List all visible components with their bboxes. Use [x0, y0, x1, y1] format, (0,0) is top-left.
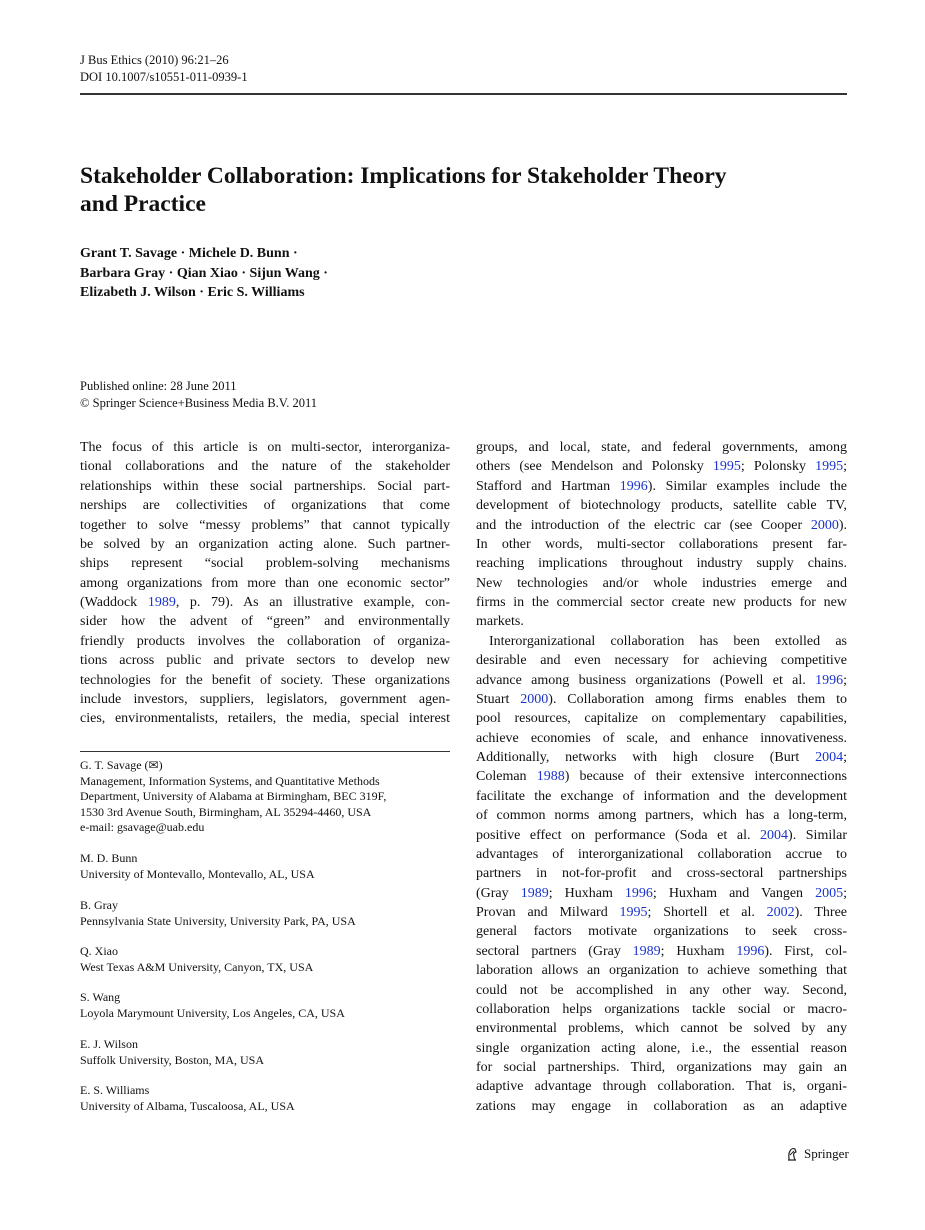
footnote-rule	[80, 751, 450, 752]
text-run: tions across public and private sectors to develop new	[80, 653, 450, 669]
text-run: The focus of this article is on multi-sector, interorganiza-	[80, 440, 450, 455]
text-run: ;	[843, 885, 847, 901]
text-line	[476, 554, 847, 573]
text-run: ). Similar	[788, 827, 847, 843]
author-list	[80, 244, 328, 303]
text-line	[476, 1097, 847, 1116]
affiliation	[80, 758, 460, 836]
text-run: ). Similar examples include the	[647, 478, 847, 494]
text-run: of common norms among partners, which has a long-term,	[476, 808, 847, 824]
text-line	[476, 593, 847, 612]
text-line	[476, 535, 847, 554]
text-line	[476, 516, 847, 535]
text-run: relationships within these social partnerships. Social part-	[80, 478, 450, 494]
affiliation	[80, 944, 460, 975]
text-run: ; Huxham	[548, 885, 625, 901]
text-run: ).	[838, 517, 847, 533]
text-line	[476, 690, 847, 709]
citation-link[interactable]: 1995	[712, 459, 741, 475]
affiliation-author: S. Wang	[80, 990, 121, 1004]
affiliation	[80, 990, 460, 1021]
text-run: be solved by an organization acting alone. Such partner-	[80, 536, 450, 552]
text-line	[80, 438, 450, 457]
text-line	[80, 709, 450, 728]
text-run: reaching implications throughout industry supply chains.	[476, 556, 847, 572]
text-run: ). First, col-	[764, 943, 847, 959]
doi: DOI 10.1007/s10551-011-0939-1	[80, 70, 248, 84]
citation-link[interactable]: 1995	[815, 459, 844, 475]
text-run: others (see Mendelson and Polonsky	[476, 459, 713, 475]
text-line	[80, 671, 450, 690]
affiliation-author: E. S. Williams	[80, 1083, 150, 1097]
text-run: technologies for the benefit of society. These organizations	[80, 672, 450, 688]
text-run: ). Collaboration among firms enables them to	[548, 691, 847, 707]
author-line: Barbara Gray · Qian Xiao · Sijun Wang ·	[80, 265, 328, 281]
title-line: Stakeholder Collaboration: Implications for Stakeholder Theory	[80, 163, 727, 189]
text-line	[476, 884, 847, 903]
text-run: desirable and even necessary for achieving competitive	[476, 653, 847, 669]
text-run: sider how the advent of “green” and environmentally	[80, 614, 450, 630]
text-run: positive effect on performance (Soda et al.	[476, 827, 761, 843]
text-run: development of biotechnology products, satellite cable TV,	[476, 498, 847, 514]
text-run: ; Shortell et al.	[647, 905, 767, 920]
text-line	[476, 845, 847, 864]
affiliation-line: Loyola Marymount University, Los Angeles, CA, USA	[80, 1005, 345, 1020]
text-line	[476, 922, 847, 941]
text-run: New technologies and/or whole industries emerge and	[476, 575, 847, 591]
text-line	[476, 709, 847, 728]
citation-link[interactable]: 1989	[147, 595, 176, 610]
text-line	[476, 1039, 847, 1058]
text-line	[476, 787, 847, 806]
text-line	[476, 864, 847, 883]
publisher-name: Springer	[804, 1146, 849, 1161]
text-line	[476, 1058, 847, 1077]
text-run: advantages of interorganizational collaboration accrue to	[476, 846, 847, 862]
text-line	[80, 516, 450, 535]
citation-link[interactable]: 1996	[736, 943, 765, 959]
affiliation-line: Management, Information Systems, and Quantitative Methods	[80, 773, 380, 788]
text-run: ;	[843, 459, 847, 475]
affiliation-author: Q. Xiao	[80, 944, 118, 958]
text-run: In other words, multi-sector collaborations present far-	[476, 536, 847, 552]
text-run: could not be accomplished in any other way. Second,	[476, 982, 847, 998]
text-line	[80, 574, 450, 593]
text-run: tional collaborations and the nature of the stakeholder	[80, 459, 450, 475]
text-run: facilitate the exchange of information and the development	[476, 788, 847, 804]
text-line	[80, 457, 450, 476]
text-run: environmental problems, which cannot be solved by any	[476, 1021, 847, 1037]
text-line	[476, 942, 847, 961]
springer-knight-logo-icon	[784, 1146, 800, 1162]
text-line	[476, 903, 847, 922]
copyright: © Springer Science+Business Media B.V. 2011	[80, 395, 318, 410]
text-line	[476, 632, 847, 651]
text-run: laboration allows an organization to achieve something that	[476, 963, 847, 979]
affiliation-line: 1530 3rd Avenue South, Birmingham, AL 35294-4460, USA	[80, 804, 372, 819]
affiliation-author: E. J. Wilson	[80, 1037, 138, 1051]
text-run: ; Huxham and Vangen	[652, 885, 816, 901]
text-run: Additionally, networks with high closure (Burt	[476, 750, 816, 765]
text-run: (Gray	[476, 885, 521, 901]
affiliation-line: University of Montevallo, Montevallo, AL, USA	[80, 866, 315, 881]
text-run: among organizations from more than one economic sector”	[80, 575, 450, 591]
citation-link[interactable]: 1996	[815, 672, 844, 688]
publication-info	[80, 378, 317, 411]
citation-link[interactable]: 1996	[624, 885, 653, 901]
author-line: Elizabeth J. Wilson · Eric S. Williams	[80, 285, 305, 301]
text-run: ; Huxham	[660, 943, 737, 959]
journal-citation: J Bus Ethics (2010) 96:21–26	[80, 53, 229, 67]
title-line: and Practice	[80, 191, 206, 217]
text-line	[476, 651, 847, 670]
text-line	[476, 438, 847, 457]
header-rule	[80, 93, 847, 95]
article-title	[80, 162, 840, 218]
affiliation	[80, 851, 460, 882]
text-line	[476, 457, 847, 476]
text-line	[80, 651, 450, 670]
text-run: ; Polonsky	[740, 459, 816, 475]
text-run: together to solve “messy problems” that cannot typically	[80, 517, 450, 533]
text-line	[476, 961, 847, 980]
text-line	[476, 671, 847, 690]
text-line	[476, 1077, 847, 1096]
citation-link[interactable]: 1996	[619, 478, 648, 494]
text-line	[476, 981, 847, 1000]
text-run: general factors motivate organizations to seek cross-	[476, 924, 847, 940]
text-run: advance among business organizations (Powell et al.	[476, 672, 816, 688]
text-line	[80, 593, 450, 612]
citation-link[interactable]: 1989	[520, 885, 549, 901]
citation-link[interactable]: 2004	[760, 827, 789, 843]
text-run: adaptive advantage through collaboration. That is, organi-	[476, 1079, 847, 1095]
published-date: Published online: 28 June 2011	[80, 379, 237, 393]
affiliation-line: West Texas A&M University, Canyon, TX, USA	[80, 959, 314, 974]
citation-link[interactable]: 2004	[815, 750, 844, 765]
affiliation-line: Suffolk University, Boston, MA, USA	[80, 1052, 265, 1067]
text-line	[476, 767, 847, 786]
text-run: ) because of their extensive interconnections	[564, 769, 847, 785]
text-run: Stuart	[476, 691, 521, 707]
text-line	[80, 496, 450, 515]
text-line	[476, 729, 847, 748]
text-run: and the introduction of the electric car (see Cooper	[476, 517, 811, 533]
text-run: Provan and Milward	[476, 905, 620, 920]
text-line	[476, 826, 847, 845]
citation-link[interactable]: 1989	[632, 943, 661, 959]
affiliation-author: B. Gray	[80, 898, 118, 912]
text-line	[476, 748, 847, 767]
affiliation	[80, 1083, 460, 1114]
text-line	[80, 690, 450, 709]
text-run: cies, environmentalists, retailers, the media, special interest	[80, 711, 450, 727]
citation-link[interactable]: 2000	[810, 517, 839, 533]
text-run: pool resources, capitalize on complementary capabilities,	[476, 711, 847, 727]
text-run: Stafford and Hartman	[476, 478, 620, 494]
text-run: markets.	[476, 614, 524, 630]
text-line	[476, 1000, 847, 1019]
text-line	[80, 535, 450, 554]
text-run: friendly products involves the collaboration of organiza-	[80, 633, 450, 649]
affiliation-line: University of Albama, Tuscaloosa, AL, USA	[80, 1098, 295, 1113]
text-run: collaboration helps organizations tackle social or macro-	[476, 1001, 847, 1017]
text-line	[476, 612, 847, 631]
text-line	[476, 574, 847, 593]
text-run: nerships are collectivities of organizations that come	[80, 498, 450, 514]
text-line	[476, 806, 847, 825]
text-run: sectoral partners (Gray	[476, 943, 633, 959]
author-line: Grant T. Savage · Michele D. Bunn ·	[80, 246, 298, 261]
citation-link[interactable]: 2002	[766, 905, 795, 920]
text-run: firms in the commercial sector create new products for new	[476, 595, 847, 610]
text-run: achieve economies of scale, and enhance innovativeness.	[476, 730, 847, 746]
text-line	[80, 477, 450, 496]
text-line	[80, 612, 450, 631]
text-run: single organization acting alone, i.e., the essential reason	[476, 1040, 847, 1056]
text-run: , p. 79). As an illustrative example, con-	[175, 595, 450, 610]
text-line	[80, 554, 450, 573]
affiliation-line: Pennsylvania State University, University Park, PA, USA	[80, 913, 356, 928]
text-run: ;	[843, 672, 847, 688]
affiliation-line: Department, University of Alabama at Birmingham, BEC 319F,	[80, 789, 387, 803]
citation-link[interactable]: 2000	[520, 691, 549, 707]
text-run: zations may engage in collaboration as an adaptive	[476, 1098, 847, 1114]
affiliation	[80, 1037, 460, 1068]
email-address[interactable]: e-mail: gsavage@uab.edu	[80, 820, 205, 834]
body-column-left	[80, 438, 450, 729]
text-run: for social partnerships. Third, organizations may gain an	[476, 1060, 847, 1075]
citation-link[interactable]: 1988	[536, 769, 565, 785]
text-run: ships represent “social problem-solving mechanisms	[80, 556, 450, 572]
text-run: ). Three	[794, 905, 847, 920]
affiliation	[80, 898, 460, 929]
text-run: partners in not-for-profit and cross-sectoral partnerships	[476, 866, 847, 882]
text-line	[476, 1019, 847, 1038]
affiliation-author: M. D. Bunn	[80, 851, 138, 865]
text-run: Coleman	[476, 769, 537, 785]
text-run: (Waddock	[80, 595, 148, 610]
text-run: include investors, suppliers, legislators, government agen-	[80, 691, 450, 707]
text-run: Interorganizational collaboration has been extolled as	[489, 633, 847, 649]
text-run: ;	[843, 750, 847, 765]
citation-link[interactable]: 2005	[815, 885, 844, 901]
text-line	[476, 496, 847, 515]
body-column-right	[476, 438, 847, 1116]
affiliation-author: G. T. Savage (✉)	[80, 758, 163, 772]
text-run: groups, and local, state, and federal governments, among	[476, 440, 847, 455]
text-line	[80, 632, 450, 651]
text-line	[476, 477, 847, 496]
publisher-footer	[784, 1146, 849, 1162]
citation-link[interactable]: 1995	[619, 905, 648, 920]
